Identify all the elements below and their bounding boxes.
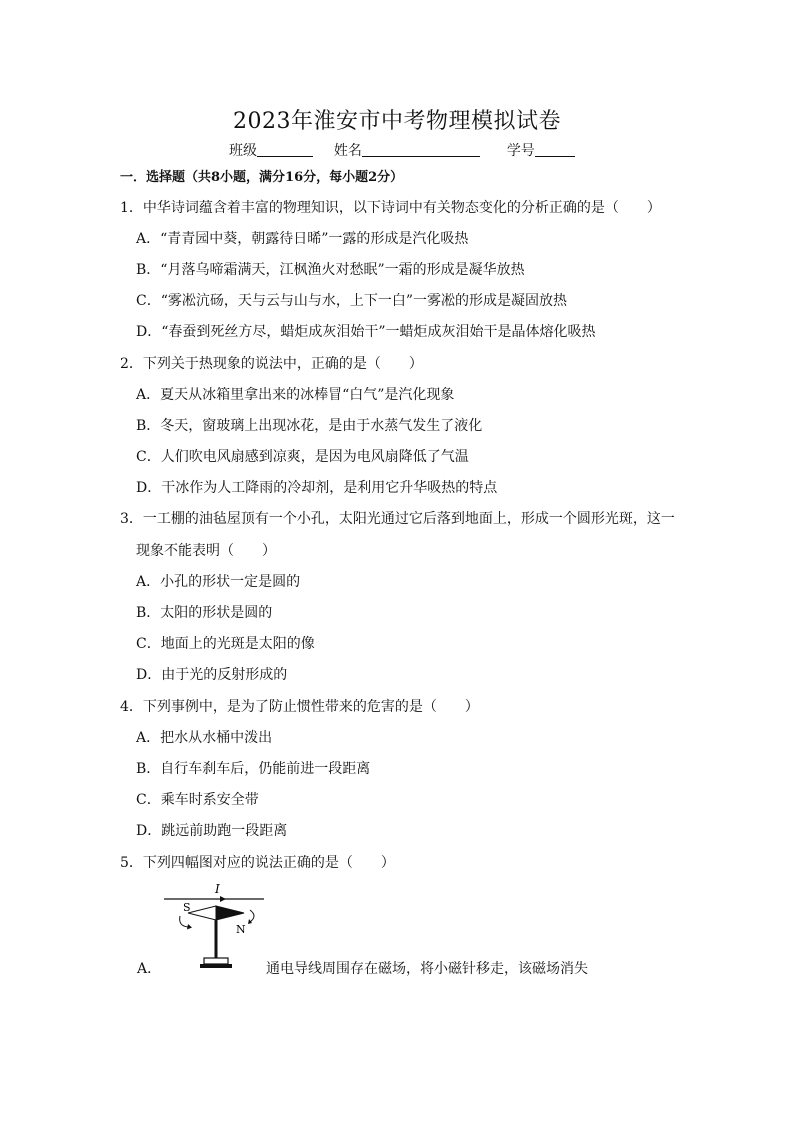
question-2-option-a: A．夏天从冰箱里拿出来的冰棒冒“白气”是汽化现象	[136, 387, 455, 403]
question-3-option-d: D．由于光的反射形成的	[136, 667, 288, 683]
question-3-option-c: C．地面上的光斑是太阳的像	[136, 636, 315, 652]
needle-south-half	[188, 906, 216, 920]
question-4-option-d: D．跳远前助跑一段距离	[136, 823, 288, 839]
current-arrow-icon	[220, 896, 226, 902]
question-3-option-a: A．小孔的形状一定是圆的	[136, 574, 301, 590]
stand-base	[204, 958, 228, 964]
id-label: 学号	[506, 143, 535, 159]
exam-title: 2023年淮安市中考物理模拟试卷	[233, 109, 561, 134]
question-2-option-b: B．冬天，窗玻璃上出现冰花，是由于水蒸气发生了液化	[136, 418, 483, 434]
question-3-stem: 3．一工棚的油毡屋顶有一个小孔，太阳光通过它后落到地面上，形成一个圆形光斑，这一	[120, 511, 675, 527]
compass-diagram	[162, 880, 272, 976]
class-label: 班级	[229, 143, 257, 159]
question-2-option-d: D．干冰作为人工降雨的冷却剂，是利用它升华吸热的特点	[136, 480, 498, 496]
question-2-option-c: C．人们吹电风扇感到凉爽，是因为电风扇降低了气温	[136, 449, 469, 465]
north-pole-label: N	[236, 923, 246, 936]
question-1-stem: 1．中华诗词蕴含着丰富的物理知识，以下诗词中有关物态变化的分析正确的是（ ）	[120, 200, 661, 216]
question-1-option-c: C．“雾凇沆砀，天与云与山与水，上下一白”一雾凇的形成是凝固放热	[136, 293, 568, 309]
question-3-option-b: B．太阳的形状是圆的	[136, 605, 273, 621]
question-4-stem: 4．下列事例中，是为了防止惯性带来的危害的是（ ）	[120, 699, 479, 715]
question-4-option-b: B．自行车刹车后，仍能前进一段距离	[136, 761, 371, 777]
section-heading: 一．选择题（共8小题，满分16分，每小题2分）	[120, 170, 404, 185]
question-1-option-b: B．“月落乌啼霜满天，江枫渔火对愁眠”一霜的形成是凝华放热	[136, 262, 525, 278]
question-5-option-a-letter: A．	[137, 961, 162, 977]
question-1-option-d: D．“春蚕到死丝方尽，蜡炬成灰泪始干”一蜡炬成灰泪始干是晶体熔化吸热	[136, 324, 596, 340]
question-2-stem: 2．下列关于热现象的说法中，正确的是（ ）	[120, 356, 423, 372]
rotation-arrowhead-left-icon	[187, 924, 192, 930]
question-5-stem: 5．下列四幅图对应的说法正确的是（ ）	[120, 855, 395, 871]
question-4-option-c: C．乘车时系安全带	[136, 792, 259, 808]
question-1-option-a: A．“青青园中葵，朝露待日晞”一露的形成是汽化吸热	[136, 231, 469, 247]
student-info	[229, 140, 575, 160]
stand-foot	[200, 964, 232, 968]
south-pole-label: S	[183, 901, 191, 914]
rotation-arrow-right-icon	[250, 910, 254, 922]
current-label: I	[215, 882, 220, 896]
name-label: 姓名	[333, 143, 362, 159]
question-5-option-a-text: 通电导线周围存在磁场，将小磁针移走，该磁场消失	[266, 961, 588, 977]
name-blank	[362, 142, 480, 157]
question-4-option-a: A．把水从水桶中泼出	[136, 730, 273, 746]
class-blank	[257, 142, 313, 157]
compass-wire-figure	[162, 880, 272, 976]
question-3-stem-continued: 现象不能表明（ ）	[136, 543, 276, 559]
id-blank	[535, 142, 575, 157]
needle-north-half	[216, 906, 244, 920]
rotation-arrow-left-icon	[180, 916, 188, 927]
